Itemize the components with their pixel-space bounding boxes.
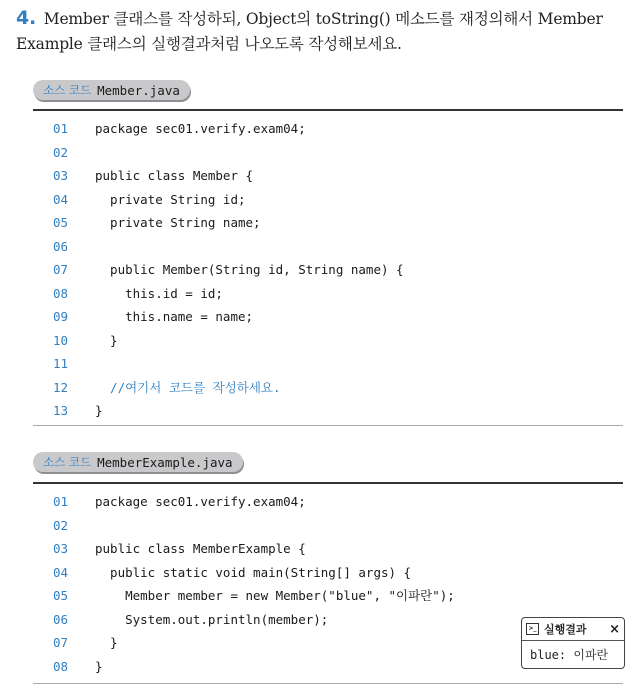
code-text: public static void main(String[] args) { (95, 564, 412, 580)
code-line (33, 282, 623, 306)
code-text: package sec01.verify.exam04; (95, 494, 306, 509)
code-text: } (95, 635, 118, 650)
result-title: 실행결과 (544, 623, 587, 636)
code-line (33, 352, 623, 376)
line-number: 03 (53, 168, 69, 183)
line-number: 06 (53, 611, 69, 627)
result-header (522, 618, 624, 641)
line-number: 12 (53, 379, 69, 395)
result-panel (521, 617, 625, 669)
code-text: } (95, 658, 103, 674)
line-number: 01 (53, 494, 69, 509)
listing-bottom-rule (33, 683, 623, 684)
code-text: this.id = id; (95, 285, 223, 301)
line-number: 13 (53, 403, 69, 418)
code-text: Member member = new Member("blue", "이파란"); (95, 588, 455, 603)
listing-top-rule (33, 482, 623, 484)
listing-bottom-rule (33, 425, 623, 426)
code-line (33, 537, 623, 561)
question-number: 4. (16, 7, 37, 29)
code-text: public class Member { (95, 168, 254, 183)
line-number: 11 (53, 356, 69, 371)
code-text: System.out.println(member); (95, 611, 329, 627)
code-text: private String name; (95, 215, 261, 230)
code-line (33, 399, 623, 423)
code-line (33, 211, 623, 235)
code-line (33, 235, 623, 259)
listing-header-member-example (33, 452, 243, 472)
line-number: 08 (53, 285, 69, 301)
line-number: 02 (53, 517, 69, 533)
code-line (33, 117, 623, 141)
line-number: 07 (53, 262, 69, 277)
question-text: Member 클래스를 작성하되, Object의 toString() 메소드를 재정의해서 Member Example 클래스의 실행결과처럼 나오도록 작성해보세요. (16, 10, 603, 53)
line-number: 04 (53, 564, 69, 580)
line-number: 05 (53, 588, 69, 603)
result-output: blue: 이파란 (530, 648, 609, 662)
line-number: 05 (53, 215, 69, 230)
code-line (33, 514, 623, 538)
line-number: 03 (53, 541, 69, 556)
code-text: package sec01.verify.exam04; (95, 121, 306, 136)
close-icon[interactable]: × (609, 621, 620, 637)
line-number: 04 (53, 191, 69, 207)
code-text: } (95, 332, 118, 348)
code-line (33, 584, 623, 608)
source-code-tag: 소스 코드 (43, 455, 92, 469)
code-line (33, 164, 623, 188)
line-number: 02 (53, 144, 69, 160)
code-text: private String id; (95, 191, 246, 207)
file-name: Member.java (97, 82, 180, 98)
code-listing-member (33, 117, 623, 423)
code-line (33, 376, 623, 400)
code-line (33, 305, 623, 329)
question (16, 6, 636, 57)
console-icon: >_ (526, 623, 539, 635)
line-number: 01 (53, 121, 69, 136)
code-text: this.name = name; (95, 309, 254, 324)
code-line (33, 258, 623, 282)
line-number: 07 (53, 635, 69, 650)
line-number: 10 (53, 332, 69, 348)
code-line (33, 561, 623, 585)
line-number: 06 (53, 238, 69, 254)
code-text: public Member(String id, String name) { (95, 262, 404, 277)
code-comment: //여기서 코드를 작성하세요. (95, 379, 281, 395)
code-line (33, 141, 623, 165)
code-text: } (95, 403, 103, 418)
code-line (33, 188, 623, 212)
code-text: public class MemberExample { (95, 541, 306, 556)
source-code-tag: 소스 코드 (43, 83, 92, 97)
listing-header-member (33, 80, 190, 100)
line-number: 09 (53, 309, 69, 324)
code-line (33, 490, 623, 514)
line-number: 08 (53, 658, 69, 674)
listing-top-rule (33, 109, 623, 111)
code-line (33, 329, 623, 353)
file-name: MemberExample.java (97, 454, 233, 470)
